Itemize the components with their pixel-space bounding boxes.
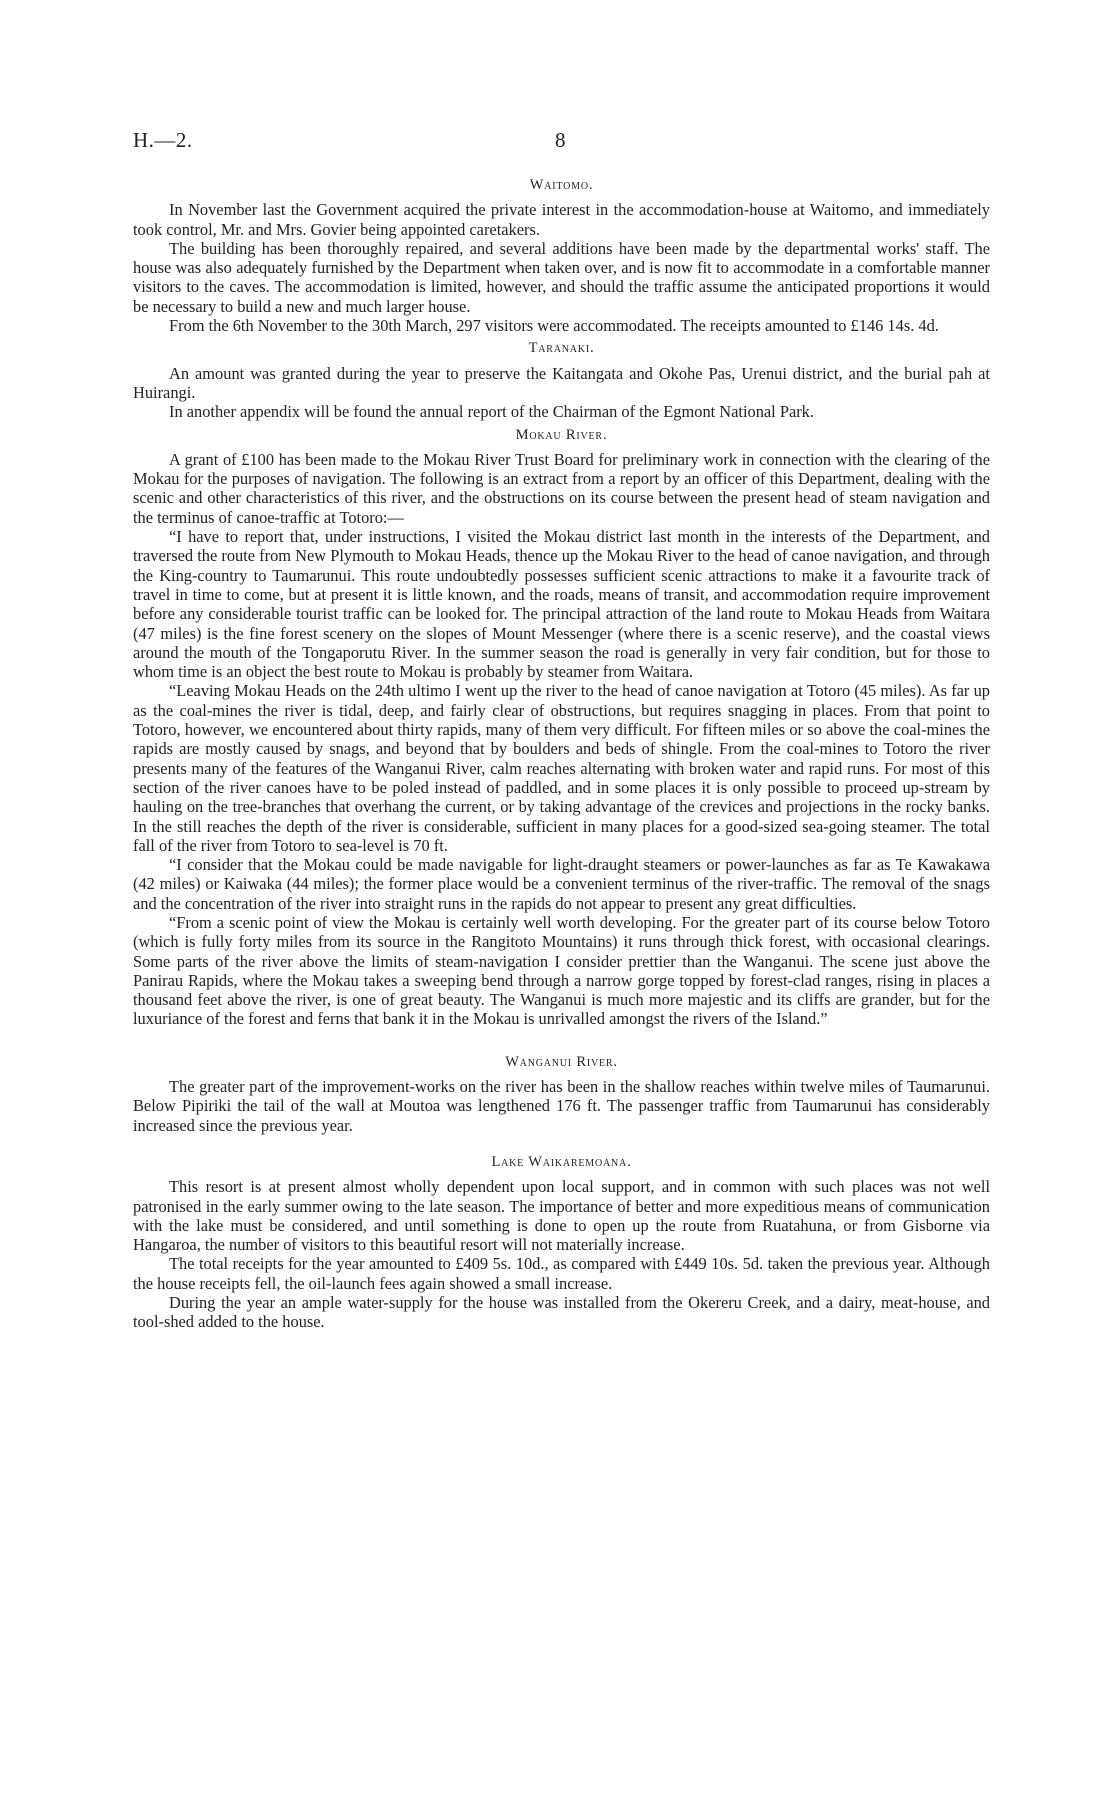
paragraph: From the 6th November to the 30th March, 297 visitors were accommodated. The receipts amounted to £146 14s. 4d.	[169, 316, 939, 336]
paragraph: An amount was granted during the year to preserve the Kaitangata and Okohe Pas, Urenui district, and the burial pah at Huirangi.	[133, 363, 990, 402]
section-heading: Taranaki.	[528, 340, 595, 357]
paragraph: This resort is at present almost wholly dependent upon local support, and in common with such places was not well patronised in the early summer owing to the late season. The importance of better and more expeditious means of communication with the lake must be considered, and until something is done to open up the route from Ruatahuna, or from Gisborne via Hangaroa, the number of visitors to this beautiful resort will not materially increase.	[133, 1177, 990, 1255]
paragraph: A grant of £100 has been made to the Mokau River Trust Board for preliminary work in connection with the clearing of the Mokau for the purposes of navigation. The following is an extract from a report by an officer of this Department, dealing with the scenic and other characteristics of this river, and the obstructions on its course between the present head of steam navigation and the terminus of canoe-traffic at Totoro:—	[133, 449, 990, 527]
section-waitomo	[133, 176, 990, 335]
paragraph: The total receipts for the year amounted to £409 5s. 10d., as compared with £449 10s. 5d. taken the previous year. Although the house receipts fell, the oil-launch fees again showed a small increase.	[133, 1254, 990, 1293]
section-wanganui-river	[133, 1053, 990, 1135]
section-heading: Waitomo.	[529, 177, 594, 193]
paragraph: During the year an ample water-supply for the house was installed from the Okereru Creek, and a dairy, meat-house, and tool-shed added to the house.	[133, 1293, 990, 1332]
paragraph: The greater part of the improvement-works on the river has been in the shallow reaches within twelve miles of Taumarunui. Below Pipiriki the tail of the wall at Moutoa was lengthened 176 ft. The passenger traffic from Taumarunui has considerably increased since the previous year.	[133, 1077, 990, 1135]
paragraph: “I have to report that, under instructions, I visited the Mokau district last month in the interests of the Department, and traversed the route from New Plymouth to Mokau Heads, thence up the Mokau River to the head of canoe navigation, and through the King-country to Taumarunui. This route undoubtedly possesses sufficient scenic attractions to make it a favourite track of travel in time to come, but at present it is little known, and the roads, means of transit, and accommodation require improvement before any considerable tourist traffic can be looked for. The principal attraction of the land route to Mokau Heads from Waitara (47 miles) is the fine forest scenery on the slopes of Mount Messenger (where there is a scenic reserve), and the coastal views around the mouth of the Tongaporutu River. In the summer season the road is generally in very fair condition, but for those to whom time is an object the best route to Mokau is probably by steamer from Waitara.	[133, 527, 990, 682]
paragraph: The building has been thoroughly repaired, and several additions have been made by the departmental works' staff. The house was also adequately furnished by the Department when taken over, and is now fit to accommodate in a comfortable manner visitors to the caves. The accommodation is limited, however, and should the traffic assume the anticipated proportions it would be necessary to build a new and much larger house.	[133, 238, 990, 316]
section-lake-waikaremoana	[133, 1153, 990, 1332]
document-reference: H.—2.	[133, 128, 193, 152]
section-taranaki	[133, 339, 990, 421]
paragraph: “From a scenic point of view the Mokau is certainly well worth developing. For the greater part of its course below Totoro (which is fully forty miles from its source in the Rangitoto Mountains) it runs through thick forest, with occasional clearings. Some parts of the river above the limits of steam-navigation I consider prettier than the Wanganui. The scene just above the Panirau Rapids, where the Mokau takes a sweeping bend through a narrow gorge topped by forest-clad ranges, rising in places a thousand feet above the river, is one of great beauty. The Wanganui is much more majestic and its cliffs are grander, but for the luxuriance of the forest and ferns that bank it in the Mokau is unrivalled amongst the rivers of the Island.”	[133, 912, 990, 1029]
paragraph: In another appendix will be found the annual report of the Chairman of the Egmont National Park.	[169, 402, 814, 422]
section-heading: Mokau River.	[515, 426, 608, 443]
paragraph: “Leaving Mokau Heads on the 24th ultimo I went up the river to the head of canoe navigation at Totoro (45 miles). As far up as the coal-mines the river is tidal, deep, and fairly clear of obstructions, but requires snagging in places. From that point to Totoro, however, we encountered about thirty rapids, many of them very difficult. For fifteen miles or so above the coal-mines the rapids are mostly caused by snags, and beyond that by boulders and beds of shingle. From the coal-mines to Totoro the river presents many of the features of the Wanganui River, calm reaches alternating with broken water and rapid runs. For most of this section of the river canoes have to be poled instead of paddled, and in some places it is only possible to proceed up-stream by hauling on the tree-branches that overhang the current, or by taking advantage of the crevices and projections in the rocky banks. In the still reaches the depth of the river is considerable, sufficient in many places for a good-sized sea-going steamer. The total fall of the river from Totoro to sea-level is 70 ft.	[133, 681, 990, 855]
page-number: 8	[555, 128, 566, 152]
section-mokau-river	[133, 426, 990, 1029]
body-text	[133, 172, 990, 1332]
paragraph: In November last the Government acquired the private interest in the accommodation-house at Waitomo, and immediately took control, Mr. and Mrs. Govier being appointed caretakers.	[133, 200, 990, 239]
section-heading: Wanganui River.	[505, 1053, 618, 1070]
section-heading: Lake Waikaremoana.	[491, 1153, 632, 1170]
paragraph: “I consider that the Mokau could be made navigable for light-draught steamers or power-launches as far as Te Kawakawa (42 miles) or Kaiwaka (44 miles); the former place would be a convenient terminus of the river-traffic. The removal of the snags and the concentration of the river into straight runs in the rapids do not appear to present any great difficulties.	[133, 855, 990, 913]
